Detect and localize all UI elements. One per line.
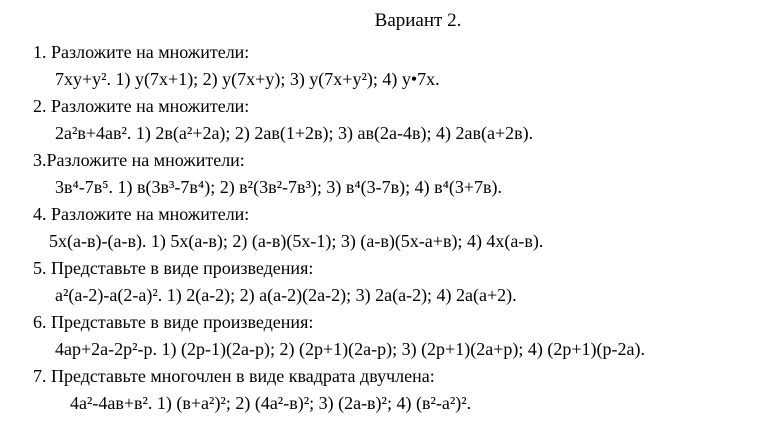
- task-2-answers: 2a²в+4aв². 1) 2в(a²+2a); 2) 2aв(1+2в); 3) aв(2a-4в); 4) 2aв(a+2в).: [55, 123, 534, 143]
- task-7-question: 7. Представьте многочлен в виде квадрата двучлена:: [33, 366, 435, 386]
- task-1-answers: 7xy+y². 1) y(7x+1); 2) y(7x+y); 3) y(7x+y²); 4) y•7x.: [55, 69, 440, 89]
- task-4-question: 4. Разложите на множители:: [33, 204, 250, 224]
- task-6-answers: 4ap+2a-2p²-p. 1) (2p-1)(2a-p); 2) (2p+1)(2a-p); 3) (2p+1)(2a+p); 4) (2p+1)(p-2a).: [55, 339, 645, 359]
- task-6-question: 6. Представьте в виде произведения:: [33, 312, 314, 332]
- variant-title: Вариант 2.: [374, 10, 462, 31]
- task-1-question: 1. Разложите на множители:: [33, 42, 250, 62]
- task-5-answers: a²(a-2)-a(2-a)². 1) 2(a-2); 2) a(a-2)(2a-2); 3) 2a(a-2); 4) 2a(a+2).: [55, 285, 517, 305]
- task-4-answers: 5x(a-в)-(a-в). 1) 5x(a-в); 2) (a-в)(5x-1); 3) (a-в)(5x-a+в); 4) 4x(a-в).: [49, 231, 544, 251]
- task-3-answers: 3в⁴-7в⁵. 1) в(3в³-7в⁴); 2) в²(3в²-7в³); 3) в⁴(3-7в); 4) в⁴(3+7в).: [55, 177, 503, 197]
- task-5-question: 5. Представьте в виде произведения:: [33, 258, 314, 278]
- task-2-question: 2. Разложите на множители:: [33, 96, 250, 116]
- task-3-question: 3.Разложите на множители:: [33, 150, 245, 170]
- task-7-answers: 4a²-4aв+в². 1) (в+a²)²; 2) (4a²-в)²; 3) (2a-в)²; 4) (в²-a²)².: [70, 393, 472, 413]
